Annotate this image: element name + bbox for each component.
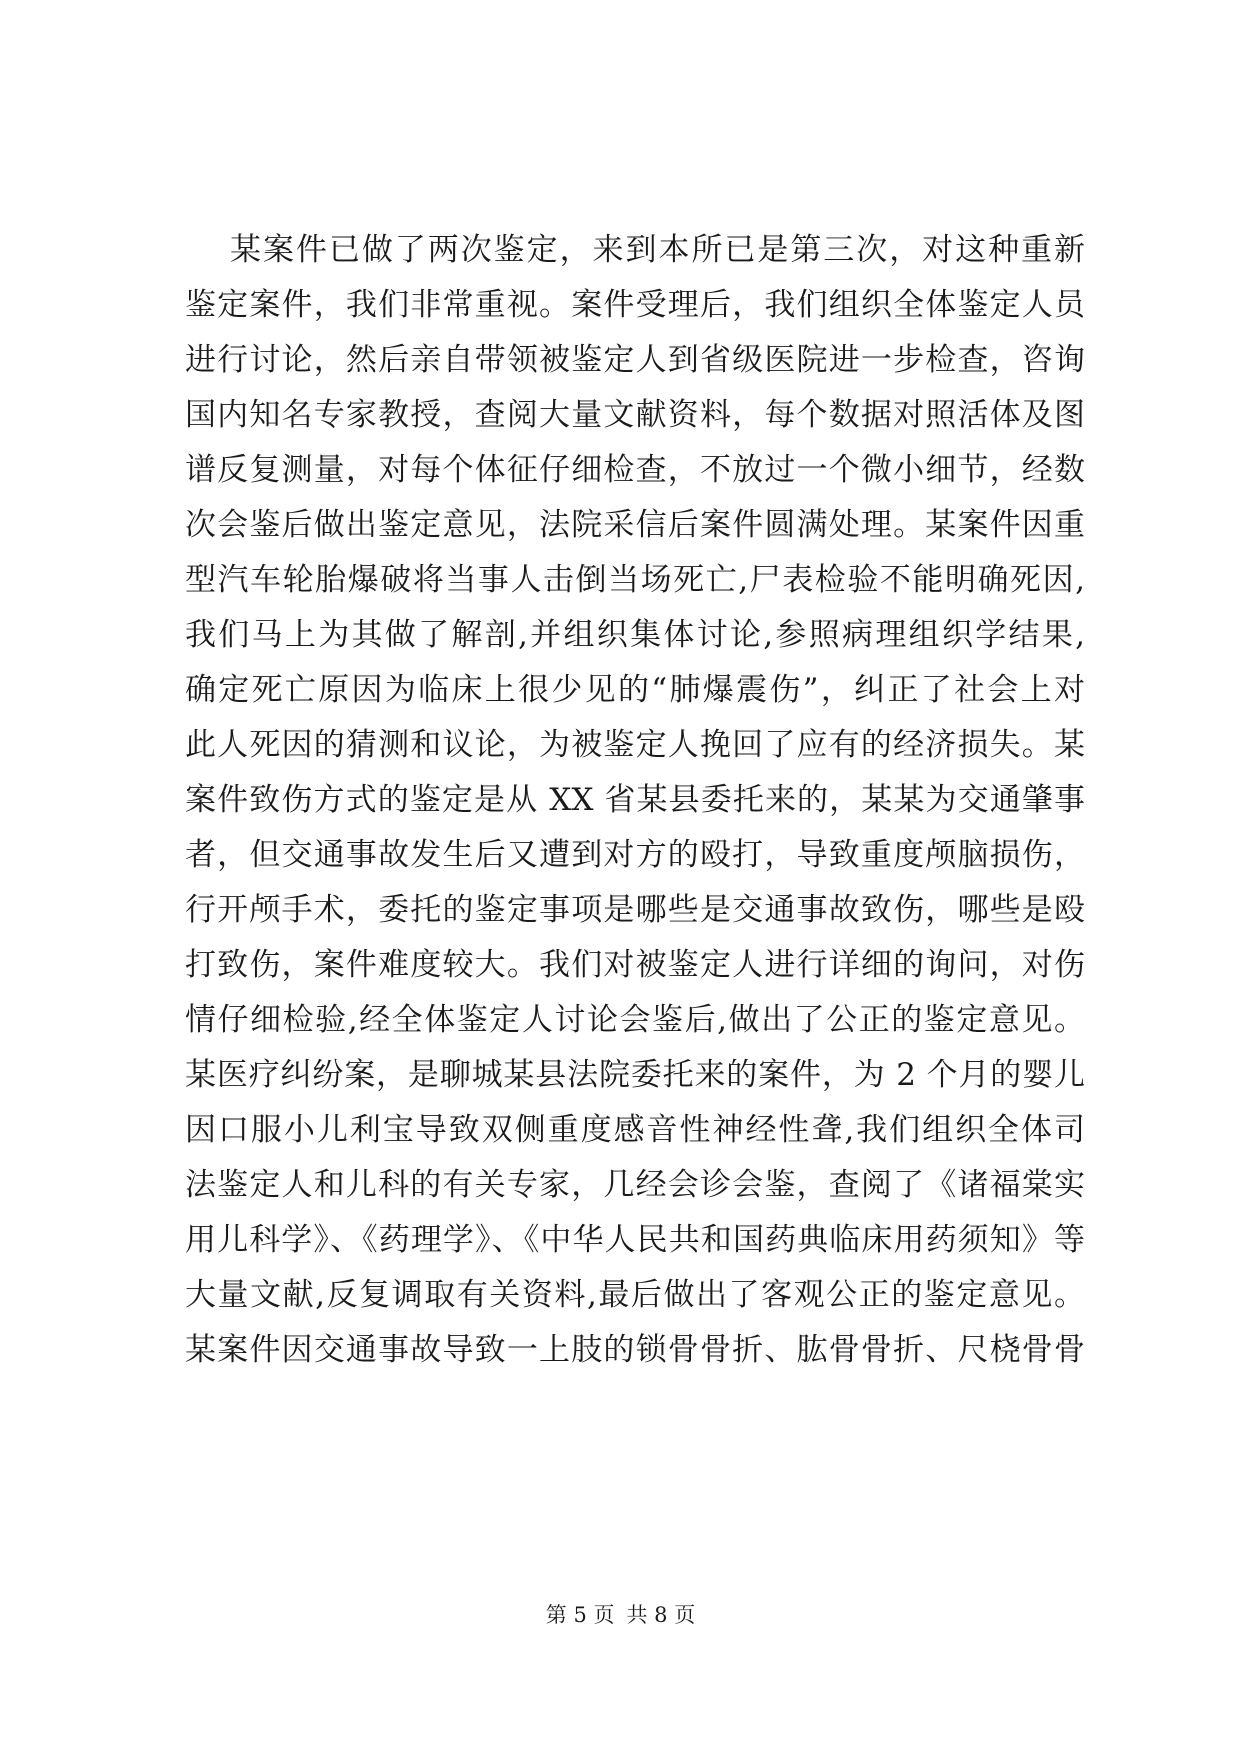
text-line: 者，但交通事故发生后又遭到对方的殴打，导致重度颅脑损伤，	[185, 837, 1085, 873]
body-paragraph	[185, 223, 1085, 1378]
text-line: 案件致伤方式的鉴定是从 XX 省某县委托来的，某某为交通肇事	[185, 782, 1085, 818]
text-line: 谱反复测量，对每个体征仔细检查，不放过一个微小细节，经数	[185, 452, 1085, 488]
text-line: 我们马上为其做了解剖,并组织集体讨论,参照病理组织学结果,	[185, 617, 1085, 653]
text-line: 大量文献,反复调取有关资料,最后做出了客观公正的鉴定意见。	[185, 1277, 1085, 1313]
text-line: 情仔细检验,经全体鉴定人讨论会鉴后,做出了公正的鉴定意见。	[185, 1002, 1085, 1038]
text-line: 国内知名专家教授，查阅大量文献资料，每个数据对照活体及图	[185, 397, 1085, 433]
text-line: 某案件因交通事故导致一上肢的锁骨骨折、肱骨骨折、尺桡骨骨	[185, 1332, 1085, 1368]
text-line: 某案件已做了两次鉴定，来到本所已是第三次，对这种重新	[230, 232, 1085, 268]
text-line: 鉴定案件，我们非常重视。案件受理后，我们组织全体鉴定人员	[185, 287, 1085, 323]
text-line: 此人死因的猜测和议论，为被鉴定人挽回了应有的经济损失。某	[185, 727, 1085, 763]
page-footer	[0, 1600, 1241, 1630]
page-number-current: 第 5 页	[545, 1603, 615, 1627]
text-line: 确定死亡原因为临床上很少见的“肺爆震伤”，纠正了社会上对	[185, 672, 1085, 708]
text-line: 某医疗纠纷案，是聊城某县法院委托来的案件，为 2 个月的婴儿	[185, 1057, 1085, 1093]
page-number-total: 共 8 页	[626, 1603, 696, 1627]
text-line: 进行讨论，然后亲自带领被鉴定人到省级医院进一步检查，咨询	[185, 342, 1085, 378]
text-line: 用儿科学》、《药理学》、《中华人民共和国药典临床用药须知》等	[185, 1222, 1085, 1258]
text-line: 法鉴定人和儿科的有关专家，几经会诊会鉴，查阅了《诸福棠实	[185, 1167, 1085, 1203]
text-line: 因口服小儿利宝导致双侧重度感音性神经性聋,我们组织全体司	[185, 1112, 1085, 1148]
text-line: 次会鉴后做出鉴定意见，法院采信后案件圆满处理。某案件因重	[185, 507, 1085, 543]
text-line: 行开颅手术，委托的鉴定事项是哪些是交通事故致伤，哪些是殴	[185, 892, 1085, 928]
text-line: 型汽车轮胎爆破将当事人击倒当场死亡,尸表检验不能明确死因,	[185, 562, 1085, 598]
text-line: 打致伤，案件难度较大。我们对被鉴定人进行详细的询问，对伤	[185, 947, 1085, 983]
